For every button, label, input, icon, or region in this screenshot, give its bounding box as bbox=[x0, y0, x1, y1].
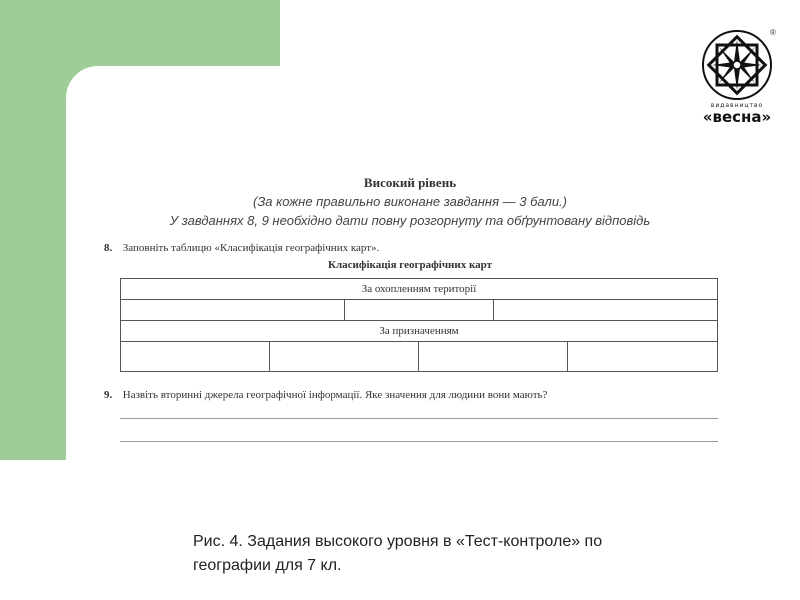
level-title: Високий рівень bbox=[363, 175, 457, 190]
table-title: Класифікація географічних карт bbox=[328, 259, 492, 271]
table-header-purpose: За призначенням bbox=[121, 321, 718, 342]
table-header-territory: За охопленням території bbox=[121, 279, 718, 300]
star-emblem-icon bbox=[697, 28, 777, 102]
points-note: (За кожне правильно виконане завдання — 3 бали.) bbox=[253, 194, 567, 209]
table-cell bbox=[568, 342, 718, 372]
logo-brand: «весна» bbox=[702, 108, 772, 126]
question-9 bbox=[104, 389, 547, 401]
classification-table bbox=[120, 278, 718, 372]
table-cell bbox=[270, 342, 419, 372]
answer-line bbox=[120, 441, 718, 442]
logo-subtitle: видавництво bbox=[710, 102, 764, 109]
table-cell bbox=[121, 300, 345, 321]
question-8-number: 8. bbox=[104, 242, 113, 254]
question-9-number: 9. bbox=[104, 389, 113, 401]
registered-mark: ® bbox=[770, 28, 776, 37]
table-cell bbox=[344, 300, 493, 321]
table-cell bbox=[419, 342, 568, 372]
question-8-text: Заповніть таблицю «Класифікація географічних карт». bbox=[122, 242, 380, 254]
answer-line bbox=[120, 418, 718, 419]
question-8 bbox=[104, 242, 379, 254]
scanned-document bbox=[98, 160, 722, 460]
question-9-text: Назвіть вторинні джерела географічної інформації. Яке значення для людини вони мають? bbox=[122, 389, 548, 401]
instruction-text: У завданнях 8, 9 необхідно дати повну розгорнуту та обґрунтовану відповідь bbox=[169, 213, 651, 228]
publisher-logo bbox=[697, 28, 777, 128]
figure-caption: Рис. 4. Задания высокого уровня в «Тест-контроле» по географии для 7 кл. bbox=[193, 533, 603, 574]
table-cell bbox=[493, 300, 717, 321]
table-cell bbox=[121, 342, 270, 372]
